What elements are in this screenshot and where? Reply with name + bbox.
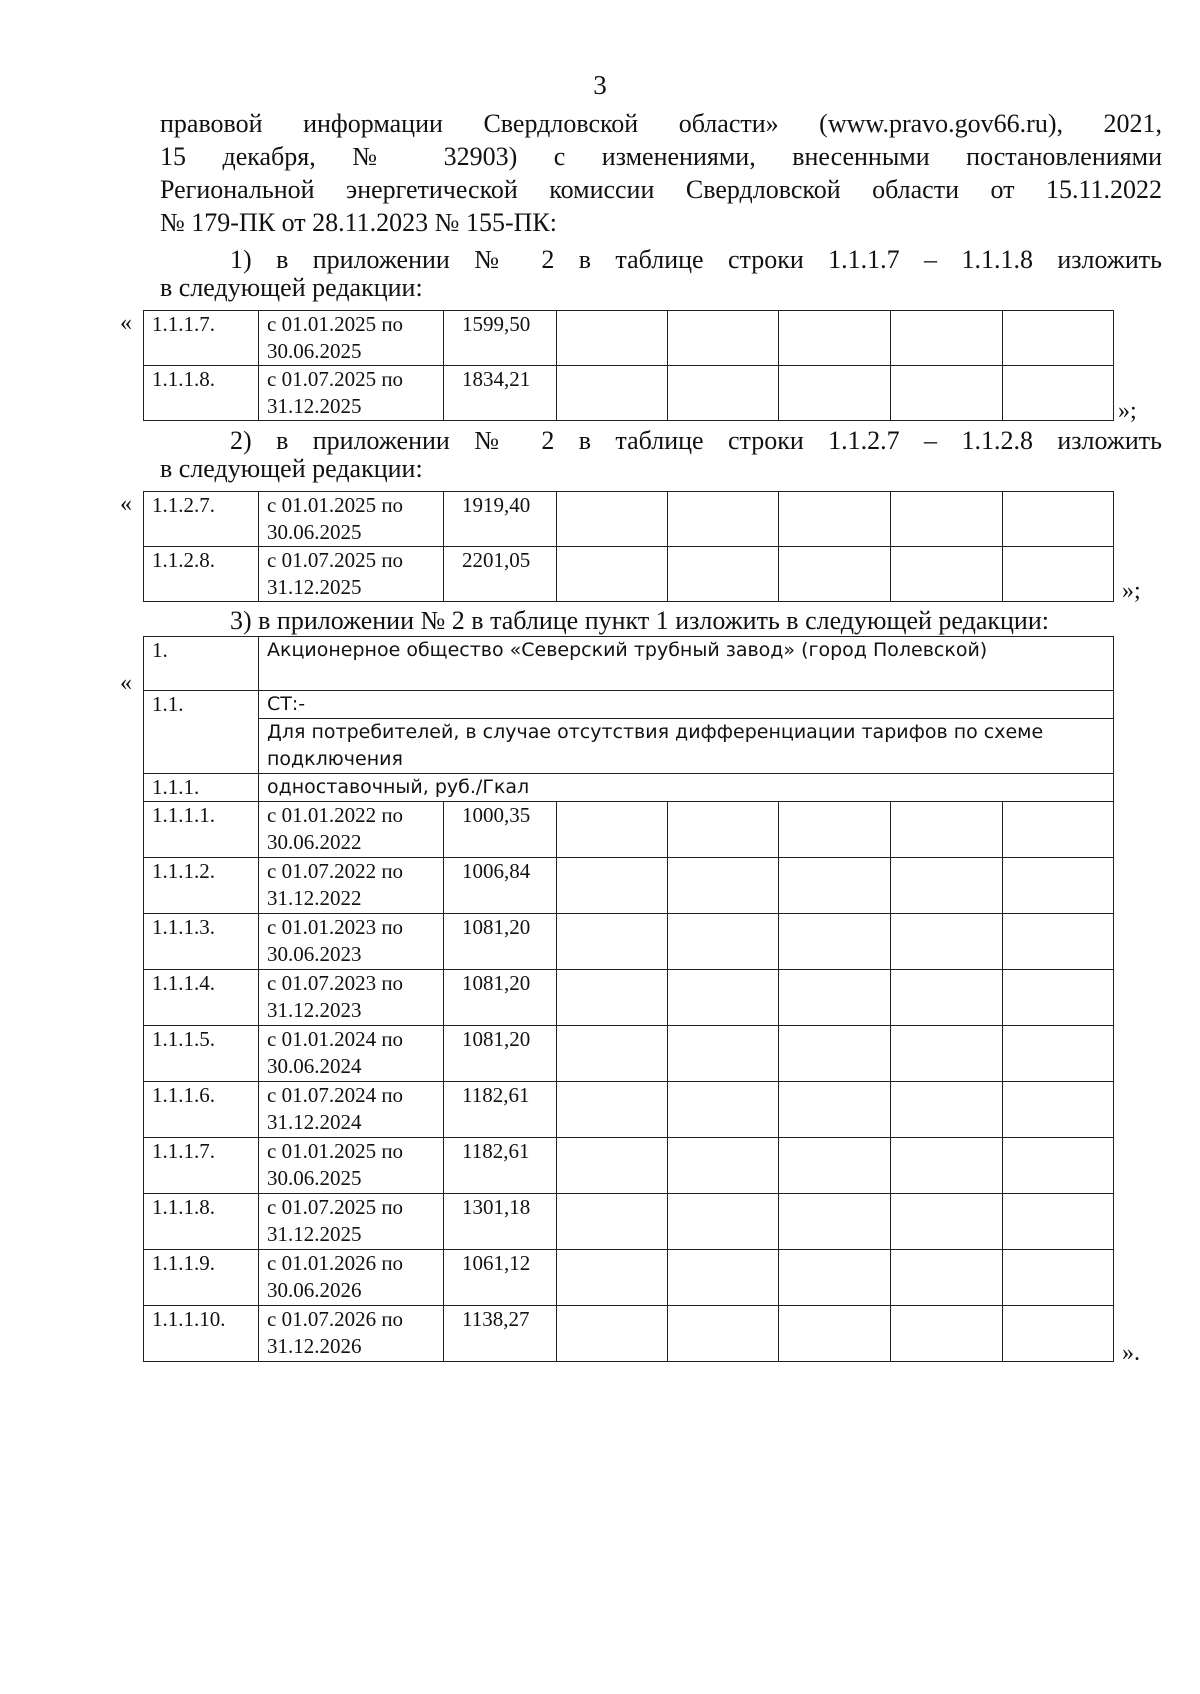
tariff-value: 1061,12 bbox=[444, 1250, 557, 1306]
row-number: 1.1.1.7. bbox=[144, 1138, 259, 1194]
tariff-value: 1834,21 bbox=[444, 366, 557, 421]
table-row bbox=[144, 691, 1114, 719]
period-cell: с 01.07.2026 по 31.12.2026 bbox=[259, 1306, 444, 1362]
tariff-value: 1081,20 bbox=[444, 914, 557, 970]
intro-line: Региональной энергетической комиссии Свердловской области от 15.11.2022 bbox=[160, 175, 1162, 204]
close-quote-2: »; bbox=[1122, 578, 1141, 604]
tariff-value: 1000,35 bbox=[444, 802, 557, 858]
tariff-value: 2201,05 bbox=[444, 547, 557, 602]
organization-name: Акционерное общество «Северский трубный завод» (город Полевской) bbox=[259, 637, 1114, 691]
item-1-line: в следующей редакции: bbox=[160, 273, 423, 302]
close-quote-3: ». bbox=[1122, 1340, 1140, 1366]
row-number: 1.1.1.8. bbox=[144, 366, 259, 421]
tariff-value: 1919,40 bbox=[444, 492, 557, 547]
tariff-value: 1081,20 bbox=[444, 970, 557, 1026]
table-3 bbox=[143, 636, 1114, 1362]
intro-line: правовой информации Свердловской области» (www.pravo.gov66.ru), 2021, bbox=[160, 109, 1162, 138]
table-row bbox=[144, 547, 1114, 602]
row-number: 1.1.1.4. bbox=[144, 970, 259, 1026]
item-2-line: в следующей редакции: bbox=[160, 454, 423, 483]
period-cell: с 01.01.2026 по 30.06.2026 bbox=[259, 1250, 444, 1306]
item-1-line: 1) в приложении № 2 в таблице строки 1.1.1.7 – 1.1.1.8 изложить bbox=[230, 245, 1162, 274]
table-2 bbox=[143, 491, 1114, 602]
open-quote-2: « bbox=[120, 491, 132, 517]
table-row bbox=[144, 802, 1114, 858]
row-number: 1.1.2.7. bbox=[144, 492, 259, 547]
table-row bbox=[144, 311, 1114, 366]
item-1-text bbox=[160, 243, 1162, 300]
item-2-text bbox=[160, 424, 1162, 481]
open-quote-1: « bbox=[120, 310, 132, 336]
row-number: 1. bbox=[144, 637, 259, 691]
consumer-description: Для потребителей, в случае отсутствия дифференциации тарифов по схеме подключения bbox=[259, 719, 1114, 774]
tariff-type: СТ:- bbox=[259, 691, 1114, 719]
row-number: 1.1.2.8. bbox=[144, 547, 259, 602]
row-number: 1.1.1.9. bbox=[144, 1250, 259, 1306]
rate-description: одноставочный, руб./Гкал bbox=[259, 774, 1114, 802]
tariff-value: 1301,18 bbox=[444, 1194, 557, 1250]
row-number: 1.1.1.5. bbox=[144, 1026, 259, 1082]
row-number: 1.1.1.7. bbox=[144, 311, 259, 366]
period-cell: с 01.01.2022 по 30.06.2022 bbox=[259, 802, 444, 858]
period-cell: с 01.07.2025 по 31.12.2025 bbox=[259, 366, 444, 421]
table-row bbox=[144, 858, 1114, 914]
row-number: 1.1.1.10. bbox=[144, 1306, 259, 1362]
open-quote-3: « bbox=[120, 670, 132, 696]
table-row bbox=[144, 970, 1114, 1026]
table-row bbox=[144, 637, 1114, 691]
row-number: 1.1.1.3. bbox=[144, 914, 259, 970]
period-cell: с 01.07.2024 по 31.12.2024 bbox=[259, 1082, 444, 1138]
period-cell: с 01.07.2025 по 31.12.2025 bbox=[259, 1194, 444, 1250]
table-row bbox=[144, 1194, 1114, 1250]
tariff-value: 1081,20 bbox=[444, 1026, 557, 1082]
close-quote-1: »; bbox=[1118, 398, 1137, 424]
table-row bbox=[144, 914, 1114, 970]
tariff-value: 1138,27 bbox=[444, 1306, 557, 1362]
table-row bbox=[144, 1138, 1114, 1194]
table-row bbox=[144, 774, 1114, 802]
period-cell: с 01.01.2025 по 30.06.2025 bbox=[259, 492, 444, 547]
tariff-value: 1182,61 bbox=[444, 1082, 557, 1138]
tariff-value: 1006,84 bbox=[444, 858, 557, 914]
table-row bbox=[144, 1026, 1114, 1082]
item-2-line: 2) в приложении № 2 в таблице строки 1.1.2.7 – 1.1.2.8 изложить bbox=[230, 426, 1162, 455]
period-cell: с 01.07.2022 по 31.12.2022 bbox=[259, 858, 444, 914]
table-row bbox=[144, 719, 1114, 774]
period-cell: с 01.07.2023 по 31.12.2023 bbox=[259, 970, 444, 1026]
row-number: 1.1. bbox=[144, 691, 259, 774]
table-row bbox=[144, 1306, 1114, 1362]
row-number: 1.1.1.6. bbox=[144, 1082, 259, 1138]
period-cell: с 01.01.2025 по 30.06.2025 bbox=[259, 311, 444, 366]
period-cell: с 01.01.2024 по 30.06.2024 bbox=[259, 1026, 444, 1082]
item-3-text bbox=[160, 607, 1162, 635]
row-number: 1.1.1.2. bbox=[144, 858, 259, 914]
intro-paragraph bbox=[160, 107, 1162, 239]
table-row bbox=[144, 492, 1114, 547]
intro-line: 15 декабря, № 32903) с изменениями, внесенными постановлениями bbox=[160, 142, 1162, 171]
intro-line: № 179-ПК от 28.11.2023 № 155-ПК: bbox=[160, 208, 557, 237]
table-1 bbox=[143, 310, 1114, 421]
period-cell: с 01.01.2023 по 30.06.2023 bbox=[259, 914, 444, 970]
tariff-value: 1599,50 bbox=[444, 311, 557, 366]
period-cell: с 01.01.2025 по 30.06.2025 bbox=[259, 1138, 444, 1194]
row-number: 1.1.1. bbox=[144, 774, 259, 802]
period-cell: с 01.07.2025 по 31.12.2025 bbox=[259, 547, 444, 602]
item-3-line: 3) в приложении № 2 в таблице пункт 1 изложить в следующей редакции: bbox=[230, 606, 1049, 635]
table-row bbox=[144, 1082, 1114, 1138]
table-row bbox=[144, 366, 1114, 421]
page-number: 3 bbox=[593, 70, 607, 100]
table-row bbox=[144, 1250, 1114, 1306]
tariff-value: 1182,61 bbox=[444, 1138, 557, 1194]
row-number: 1.1.1.8. bbox=[144, 1194, 259, 1250]
row-number: 1.1.1.1. bbox=[144, 802, 259, 858]
